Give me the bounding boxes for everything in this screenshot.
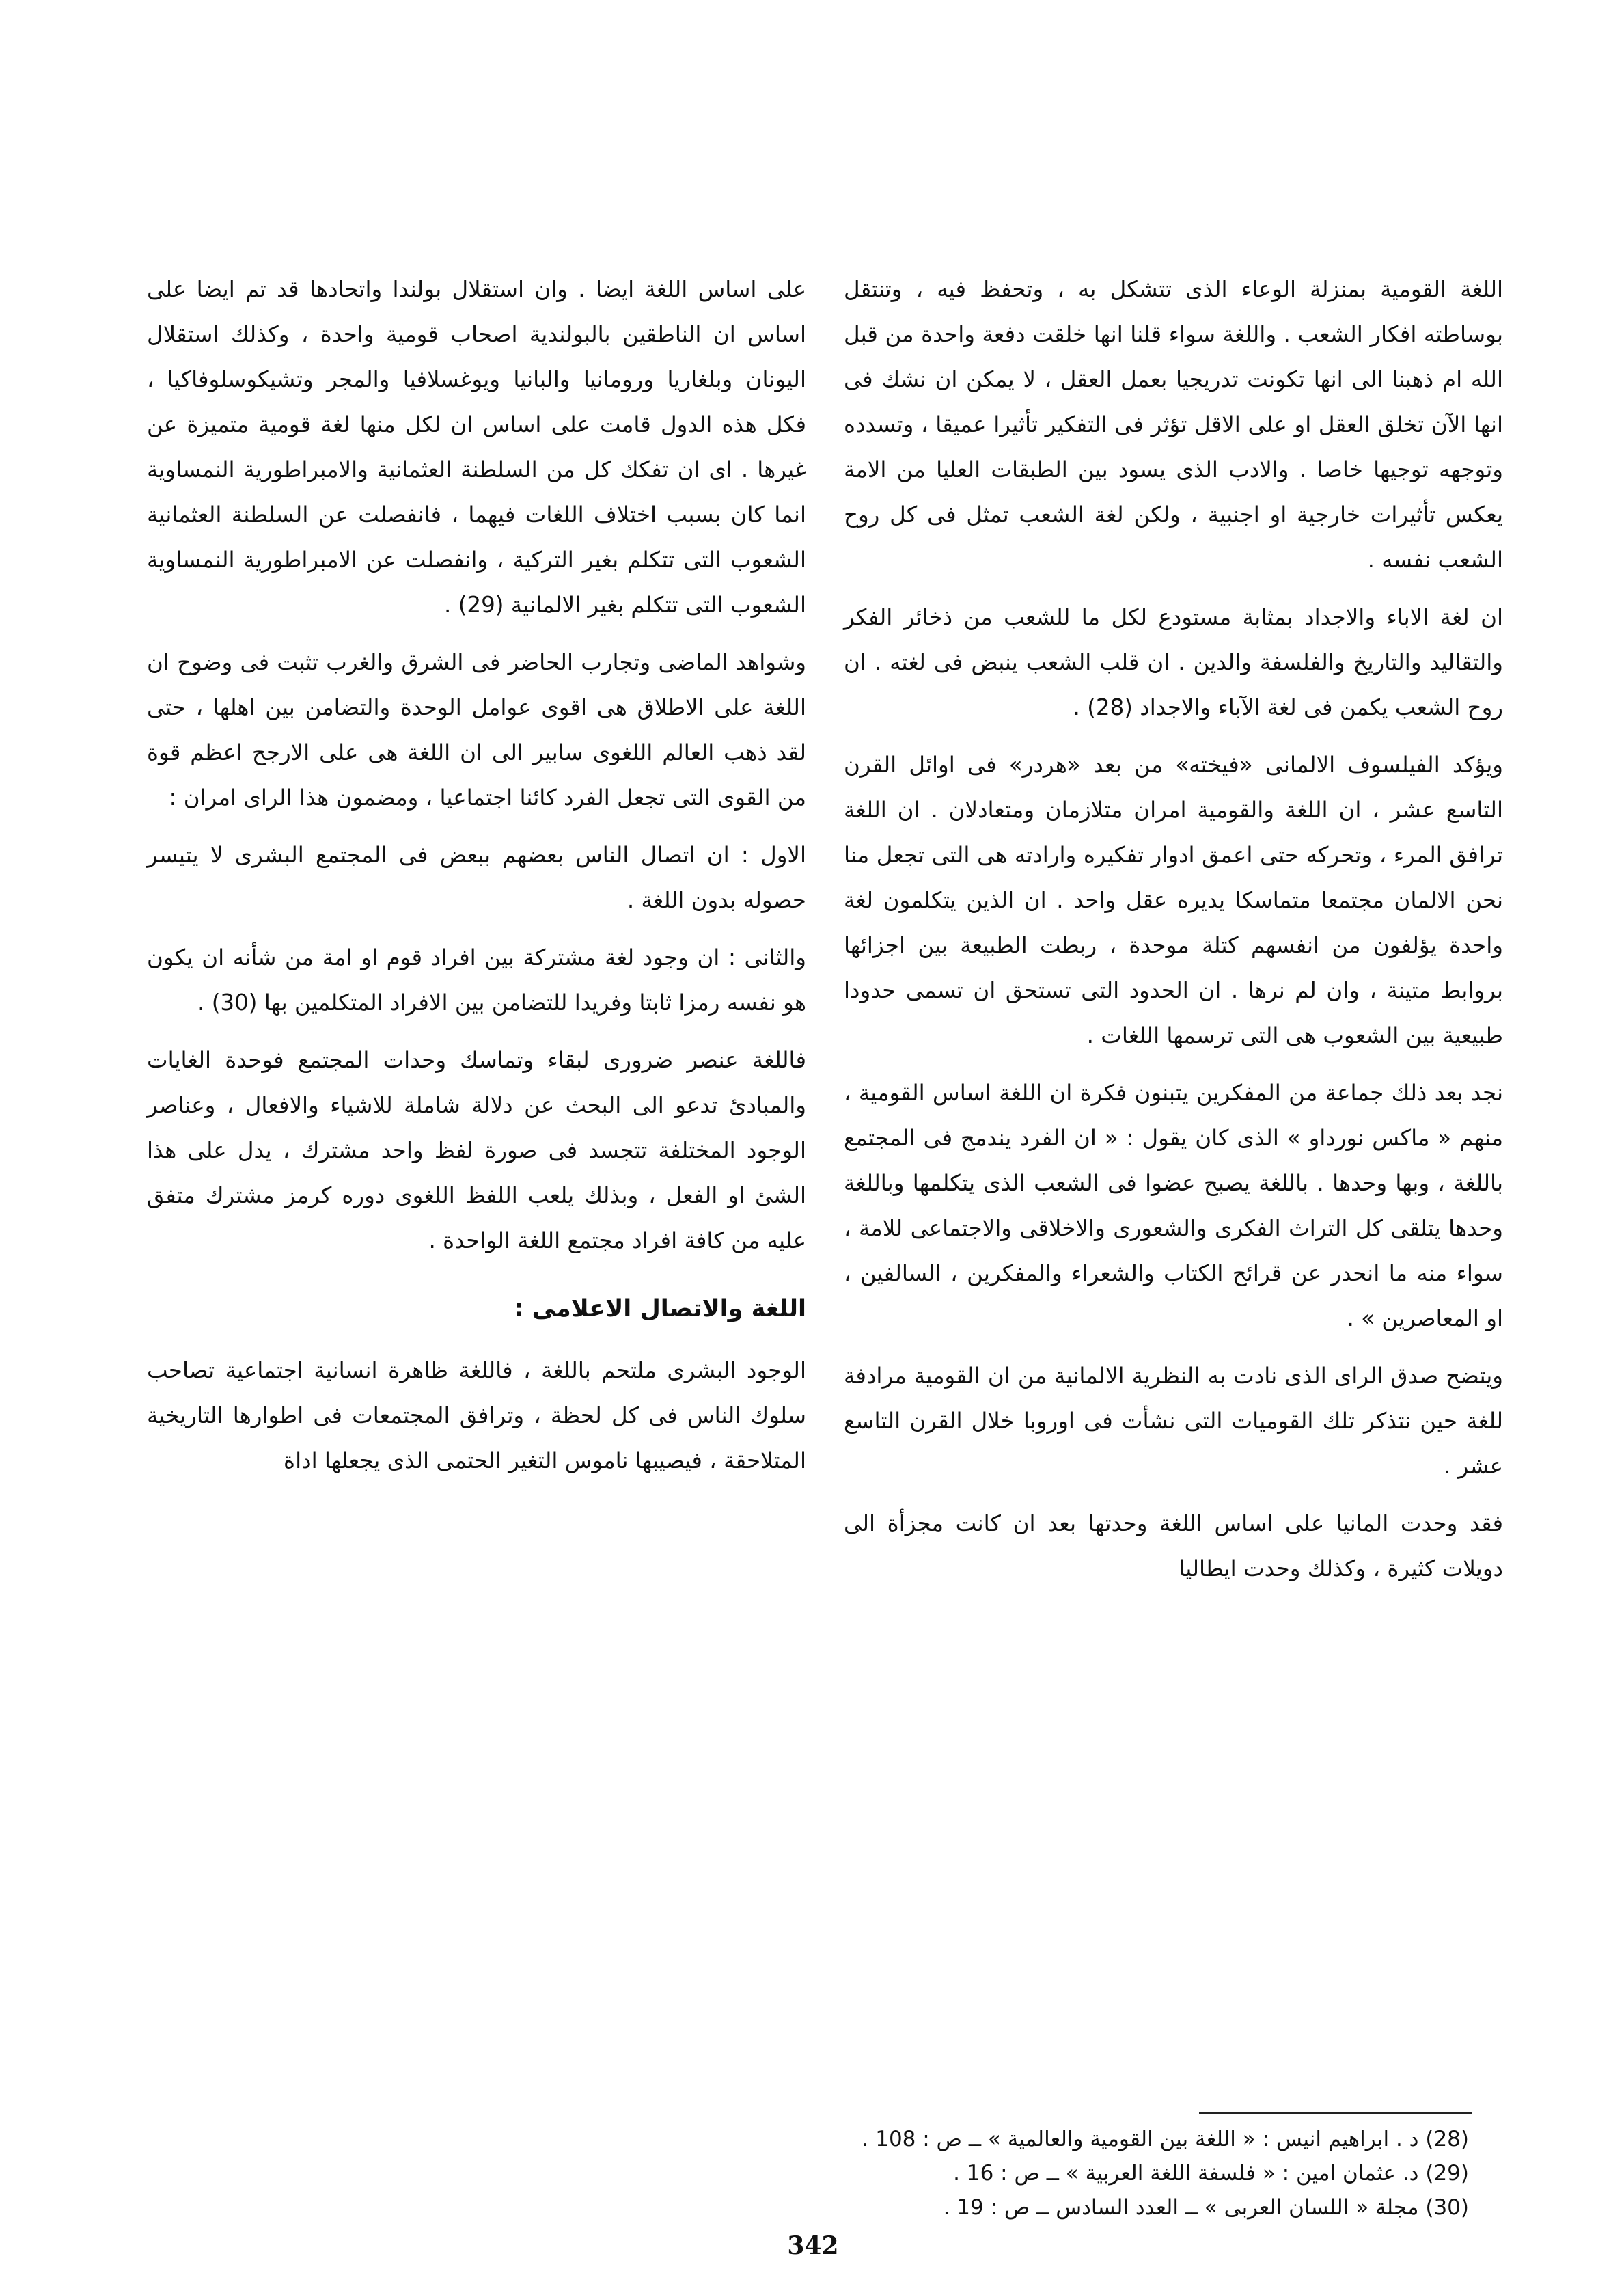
footnote-29: (29) د. عثمان امين : « فلسفة اللغة العربية » ــ ص : 16 . [953,2161,1469,2186]
section-heading: اللغة والاتصال الاعلامى : [514,1295,806,1322]
footnotes [683,2122,1469,2225]
paragraph: اللغة القومية بمنزلة الوعاء الذى تتشكل به ، وتحفظ فيه ، وتنتقل بوساطته افكار الشعب . واللغة سواء قلنا انها خلقت دفعة واحدة من قبل الله ام ذهبنا الى انها تكونت تدريجيا بعمل العقل ، لا يمكن ان نشك فى انها الآن تخلق العقل او على الاقل تؤثر فى التفكير تأثيرا عميقا ، وتسدده وتوجهه توجيها خاصا . والادب الذى يسود بين الطبقات العليا من الامة يعكس تأثيرات خارجية او اجنبية ، ولكن لغة الشعب تمثل فى كل روح الشعب نفسه . [844,276,1503,573]
paragraph: الاول : ان اتصال الناس بعضهم ببعض فى المجتمع البشرى لا يتيسر حصوله بدون اللغة . [147,842,806,913]
footnote-rule [1199,2112,1472,2114]
paragraph: وشواهد الماضى وتجارب الحاضر فى الشرق والغرب تثبت فى وضوح ان اللغة على الاطلاق هى اقوى عوامل الوحدة والتضامن بين اهلها ، حتى لقد ذهب العالم اللغوى سابير الى ان اللغة هى على الارجح اعظم قوة من القوى التى تجعل الفرد كائنا اجتماعيا ، ومضمون هذا الراى امران : [147,649,806,811]
page-number: 342 [787,2231,839,2260]
footnote-30: (30) مجلة « اللسان العربى » ــ العدد السادس ــ ص : 19 . [943,2195,1469,2220]
paragraph: ويتضح صدق الراى الذى نادت به النظرية الالمانية من ان القومية مرادفة للغة حين نتذكر تلك القوميات التى نشأت فى اوروبا خلال القرن التاسع عشر . [844,1363,1503,1479]
paragraph: فقد وحدت المانيا على اساس اللغة وحدتها بعد ان كانت مجزأة الى دويلات كثيرة ، وكذلك وحدت ايطاليا [844,1510,1503,1581]
footnote-28: (28) د . ابراهيم انيس : « اللغة بين القومية والعالمية » ــ ص : 108 . [862,2127,1469,2151]
paragraph: ويؤكد الفيلسوف الالمانى «فيخته» من بعد «هردر» فى اوائل القرن التاسع عشر ، ان اللغة والقومية امران متلازمان ومتعادلان . ان اللغة ترافق المرء ، وتحركه حتى اعمق ادوار تفكيره وارادته هى التى تجعل منا نحن الالمان مجتمعا متماسكا يديره عقل واحد . ان الذين يتكلمون لغة واحدة يؤلفون من انفسهم كتلة موحدة ، ربطت الطبيعة بين اجزائها بروابط متينة ، وان لم نرها . ان الحدود التى تستحق ان تسمى حدودا طبيعية بين الشعوب هى التى ترسمها اللغات . [844,752,1503,1048]
paragraph: ان لغة الاباء والاجداد بمثابة مستودع لكل ما للشعب من ذخائر الفكر والتقاليد والتاريخ والفلسفة والدين . ان قلب الشعب ينبض فى لغته . ان روح الشعب يكمن فى لغة الآباء والاجداد (28) . [844,604,1503,720]
paragraph: والثانى : ان وجود لغة مشتركة بين افراد قوم او امة من شأنه ان يكون هو نفسه رمزا ثابتا وفريدا للتضامن بين الافراد المتكلمين بها (30) . [147,944,806,1016]
paragraph: الوجود البشرى ملتحم باللغة ، فاللغة ظاهرة انسانية اجتماعية تصاحب سلوك الناس فى كل لحظة ، وترافق المجتمعات فى اطوارها التاريخية المتلاحقة ، فيصيبها ناموس التغير الحتمى الذى يجعلها اداة [147,1357,806,1473]
paragraph: فاللغة عنصر ضرورى لبقاء وتماسك وحدات المجتمع فوحدة الغايات والمبادئ تدعو الى البحث عن دلالة شاملة للاشياء والافعال ، وعناصر الوجود المختلفة تتجسد فى صورة لفظ واحد مشترك ، يدل على هذا الشئ او الفعل ، وبذلك يلعب اللفظ اللغوى دوره كرمز مشترك متفق عليه من كافة افراد مجتمع اللغة الواحدة . [147,1047,806,1253]
right-column [844,267,1503,1603]
left-column [147,267,806,1495]
paragraph: نجد بعد ذلك جماعة من المفكرين يتبنون فكرة ان اللغة اساس القومية ، منهم « ماكس نورداو » الذى كان يقول : « ان الفرد يندمج فى المجتمع باللغة ، وبها وحدها . باللغة يصبح عضوا فى الشعب الذى يتكلمها وباللغة وحدها يتلقى كل التراث الفكرى والشعورى والاخلاقى والاجتماعى للامة ، سواء منه ما انحدر عن قرائح الكتاب والشعراء والمفكرين ، السالفين ، او المعاصرين » . [844,1080,1503,1331]
paragraph: على اساس اللغة ايضا . وان استقلال بولندا واتحادها قد تم ايضا على اساس ان الناطقين بالبولندية اصحاب قومية واحدة ، وكذلك استقلال اليونان وبلغاريا ورومانيا والبانيا ويوغسلافيا والمجر وتشيكوسلوفاكيا ، فكل هذه الدول قامت على اساس ان لكل منها لغة قومية متميزة عن غيرها . اى ان تفكك كل من السلطنة العثمانية والامبراطورية النمساوية انما كان بسبب اختلاف اللغات فيهما ، فانفصلت عن السلطنة العثمانية الشعوب التى تتكلم بغير التركية ، وانفصلت عن الامبراطورية النمساوية الشعوب التى تتكلم بغير الالمانية (29) . [147,276,806,618]
